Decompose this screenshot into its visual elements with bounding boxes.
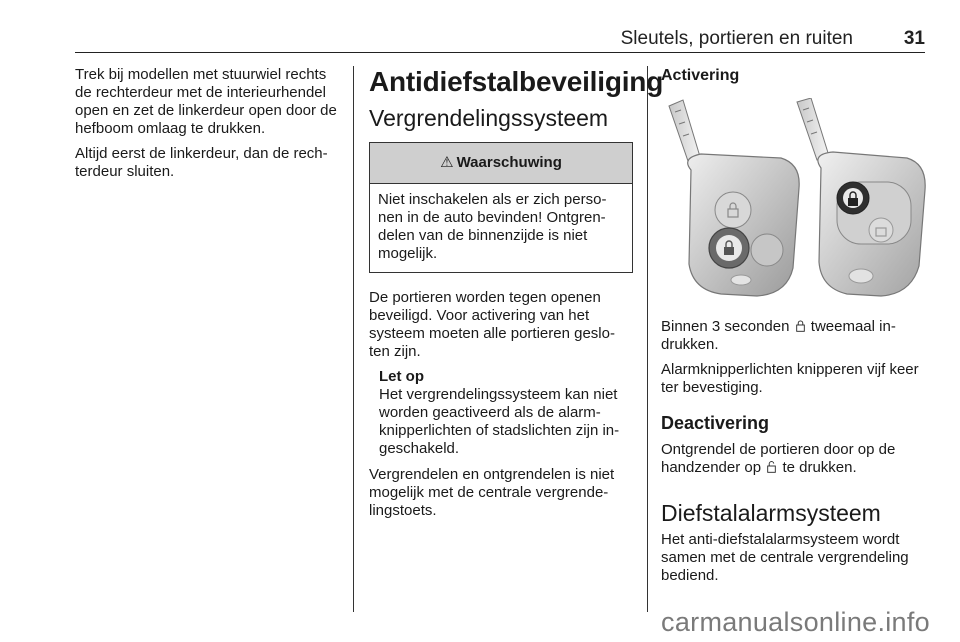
warning-header: [370, 143, 632, 184]
column-divider: [647, 66, 648, 612]
warning-icon: ⚠: [440, 154, 454, 171]
activation-heading: Activering: [661, 67, 740, 84]
page-header: [75, 28, 925, 53]
paragraph: Alarmknipperlichten knipperen vijf keer ter bevestiging.: [661, 361, 919, 396]
text: Ontgrendel de portieren door op de handzender op: [661, 441, 896, 476]
paragraph: De portieren worden tegen openen beveiligd. Voor activering van het systeem moeten alle portieren geslo-ten zijn.: [369, 289, 615, 360]
trunk-button: [751, 234, 783, 266]
lock-button: [715, 192, 751, 228]
watermark: carmanualsonline.info: [661, 607, 930, 637]
paragraph: Trek bij modellen met stuurwiel rechts de rechterdeur met de interieurhendel open en zet de linkerdeur open door de hefboom omlaag te drukken.: [75, 66, 337, 137]
key-fob-illustration: [661, 98, 927, 304]
paragraph: [661, 318, 927, 354]
warning-box: [369, 142, 633, 273]
alarm-heading: Diefstalalarmsysteem: [661, 500, 881, 526]
paragraph: Vergrendelen en ontgrendelen is niet mogelijk met de centrale vergrende-lingstoets.: [369, 466, 615, 519]
column-left: [75, 66, 340, 188]
paragraph: [661, 441, 927, 477]
lock-icon: [796, 320, 805, 332]
column-right: [661, 66, 927, 592]
page-number: 31: [903, 28, 925, 49]
note-text: Het vergrendelingssysteem kan niet worden geactiveerd als de alarm-knipperlichten of stadslichten zijn in-geschakeld.: [379, 386, 620, 457]
text: Binnen 3 seconden: [661, 318, 790, 335]
text: tweemaal in-drukken.: [661, 318, 896, 353]
deactivation-heading: Deactivering: [661, 413, 770, 433]
paragraph: Het anti-diefstalalarmsysteem wordt samen met de centrale vergrendeling bediend.: [661, 531, 909, 584]
section-heading: Antidiefstalbeveiliging: [369, 66, 664, 97]
text: te drukken.: [782, 459, 857, 476]
note-box: [379, 368, 633, 458]
page-title: Sleutels, portieren en ruiten: [620, 28, 853, 49]
subsection-heading: Vergrendelingssysteem: [369, 105, 609, 131]
note-title: Let op: [379, 368, 424, 385]
paragraph: Altijd eerst de linkerdeur, dan de rech-terdeur sluiten.: [75, 145, 328, 180]
column-divider: [353, 66, 354, 612]
unlock-icon: [767, 461, 776, 473]
warning-title: Waarschuwing: [456, 154, 562, 171]
warning-text: Niet inschakelen als er zich perso-nen in de auto bevinden! Ontgren-delen van de binnenzijde is niet mogelijk.: [378, 191, 607, 262]
column-middle: [369, 66, 664, 527]
